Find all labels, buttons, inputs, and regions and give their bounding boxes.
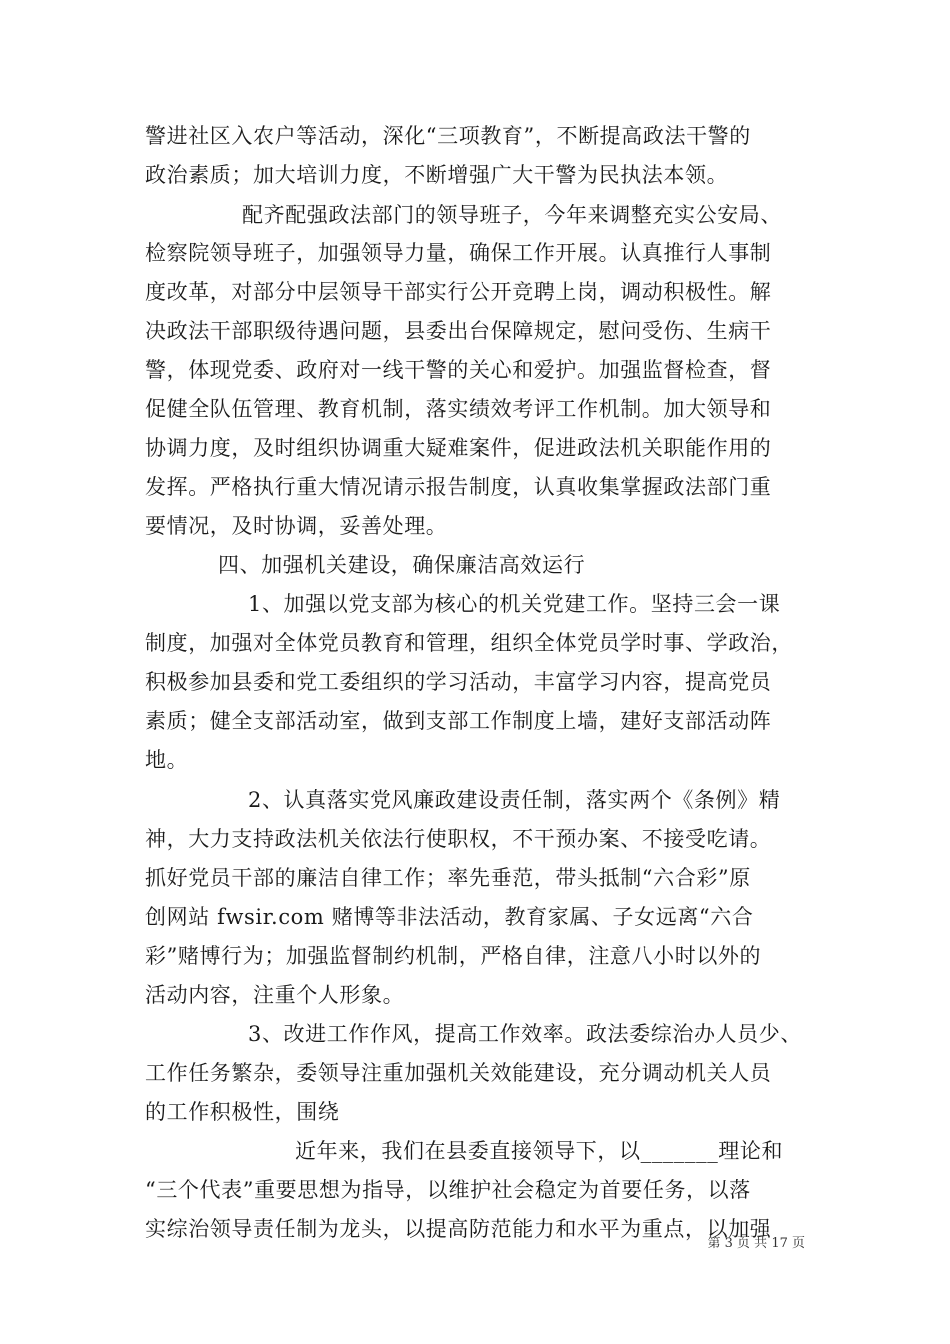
section-heading: 四、加强机关建设，确保廉洁高效运行 — [218, 553, 586, 577]
text-line: 抓好党员干部的廉洁自律工作；率先垂范，带头抵制“六合彩”原 — [145, 866, 751, 890]
text-line: 促健全队伍管理、教育机制，落实绩效考评工作机制。加大领导和 — [145, 397, 772, 421]
text-line: 警，体现党委、政府对一线干警的关心和爱护。加强监督检查，督 — [145, 358, 772, 382]
text-line: 度改革，对部分中层领导干部实行公开竞聘上岗，调动积极性。解 — [145, 280, 772, 304]
text-line: 警进社区入农户等活动，深化“三项教育”，不断提高政法干警的 — [145, 124, 751, 148]
paragraph-start-line: 3、改进工作作风，提高工作效率。政法委综治办人员少、 — [248, 1022, 802, 1046]
paragraph-start-line: 近年来，我们在县委直接领导下，以_______理论和 — [295, 1139, 784, 1163]
text-line: 实综治领导责任制为龙头，以提高防范能力和水平为重点，以加强 — [145, 1217, 772, 1241]
text-line: 地。 — [145, 748, 189, 772]
paragraph-start-line: 1、加强以党支部为核心的机关党建工作。坚持三会一课 — [248, 592, 781, 616]
text-line: “三个代表”重要思想为指导，以维护社会稳定为首要任务，以落 — [145, 1178, 751, 1202]
paragraph-start-line: 2、认真落实党风廉政建设责任制，落实两个《条例》精 — [248, 788, 781, 812]
text-line: 决政法干部职级待遇问题，县委出台保障规定，慰问受伤、生病干 — [145, 319, 772, 343]
text-line: 彩”赌博行为；加强监督制约机制，严格自律，注意八小时以外的 — [145, 944, 762, 968]
text-line: 政治素质；加大培训力度，不断增强广大干警为民执法本领。 — [145, 163, 729, 187]
text-line: 素质；健全支部活动室，做到支部工作制度上墙，建好支部活动阵 — [145, 709, 772, 733]
text-line: 要情况，及时协调，妥善处理。 — [145, 514, 448, 538]
paragraph-start-line: 配齐配强政法部门的领导班子，今年来调整充实公安局、 — [242, 203, 782, 227]
text-line: 创网站 fwsir.com 赌博等非法活动，教育家属、子女远离“六合 — [145, 905, 754, 929]
text-line: 协调力度，及时组织协调重大疑难案件，促进政法机关职能作用的 — [145, 436, 772, 460]
page-number-footer: 第 3 页 共 17 页 — [707, 1236, 805, 1251]
text-line: 活动内容，注重个人形象。 — [145, 983, 405, 1007]
text-line: 检察院领导班子，加强领导力量，确保工作开展。认真推行人事制 — [145, 241, 772, 265]
text-line: 神，大力支持政法机关依法行使职权，不干预办案、不接受吃请。 — [145, 827, 772, 851]
text-line: 的工作积极性，围绕 — [145, 1100, 340, 1124]
text-line: 发挥。严格执行重大情况请示报告制度，认真收集掌握政法部门重 — [145, 475, 772, 499]
text-line: 工作任务繁杂，委领导注重加强机关效能建设，充分调动机关人员 — [145, 1061, 772, 1085]
text-line: 制度，加强对全体党员教育和管理，组织全体党员学时事、学政治， — [145, 631, 793, 655]
text-line: 积极参加县委和党工委组织的学习活动，丰富学习内容，提高党员 — [145, 670, 772, 694]
